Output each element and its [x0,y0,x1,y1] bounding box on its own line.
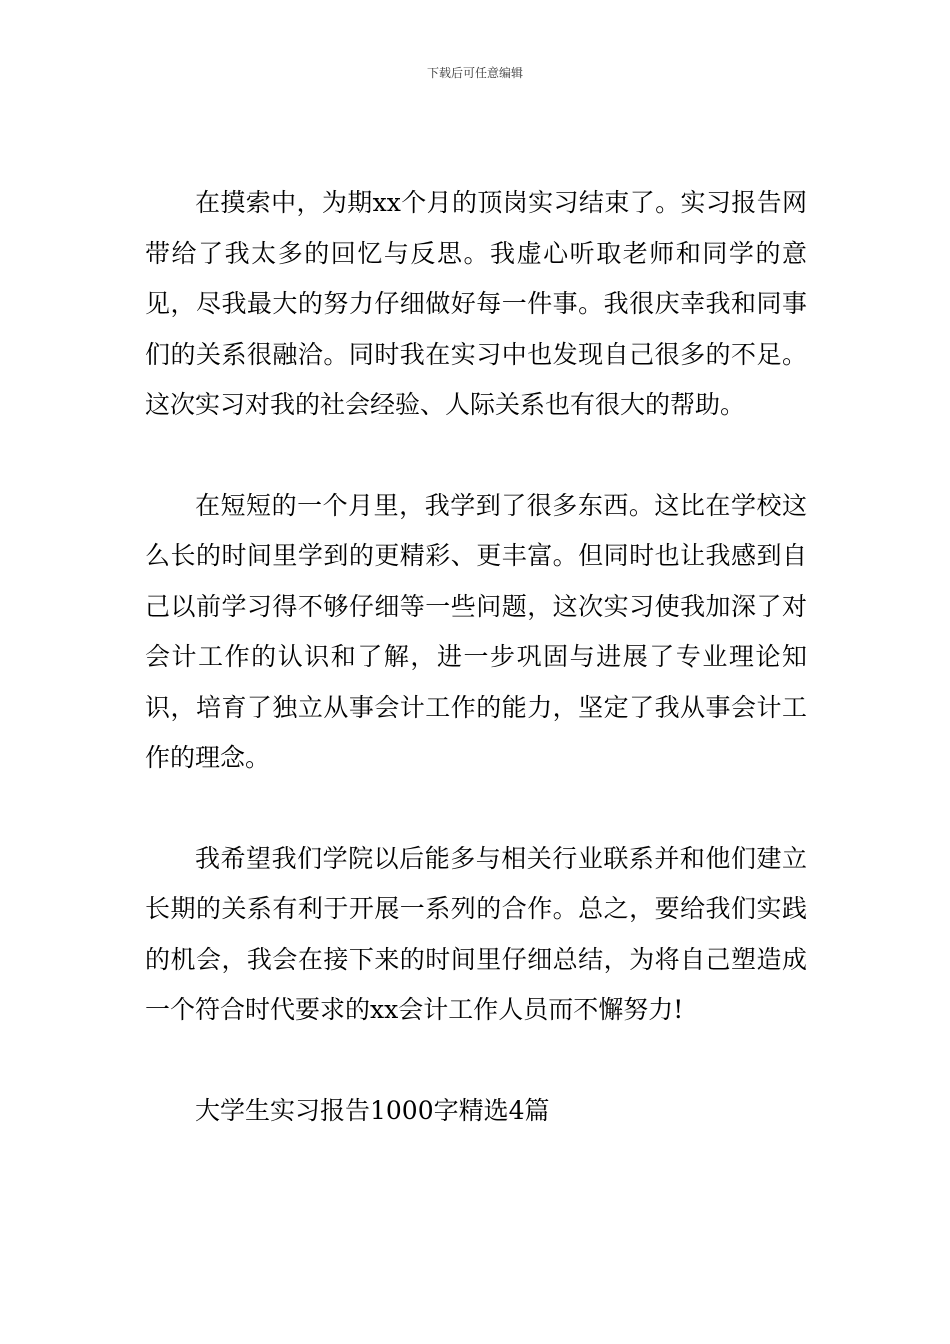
paragraph-2: 在短短的一个月里，我学到了很多东西。这比在学校这么长的时间里学到的更精彩、更丰富。但同时也让我感到自己以前学习得不够仔细等一些问题，这次实习使我加深了对会计工作的认识和了解，进一步巩固与进展了专业理论知识，培育了独立从事会计工作的能力，坚定了我从事会计工作的理念。 [145,490,807,772]
paragraph-3: 我希望我们学院以后能多与相关行业联系并和他们建立长期的关系有利于开展一系列的合作。总之，要给我们实践的机会，我会在接下来的时间里仔细总结，为将自己塑造成一个符合时代要求的xx会计工作人员而不懈努力! [145,843,807,1024]
page-header: 下载后可任意编辑 [426,66,523,80]
section-heading: 大学生实习报告1000字精选4篇 [195,1095,550,1125]
document-body [145,178,807,1136]
paragraph-1: 在摸索中，为期xx个月的顶岗实习结束了。实习报告网带给了我太多的回忆与反思。我虚心听取老师和同学的意见，尽我最大的努力仔细做好每一件事。我很庆幸我和同事们的关系很融洽。同时我在实习中也发现自己很多的不足。这次实习对我的社会经验、人际关系也有很大的帮助。 [145,188,807,419]
